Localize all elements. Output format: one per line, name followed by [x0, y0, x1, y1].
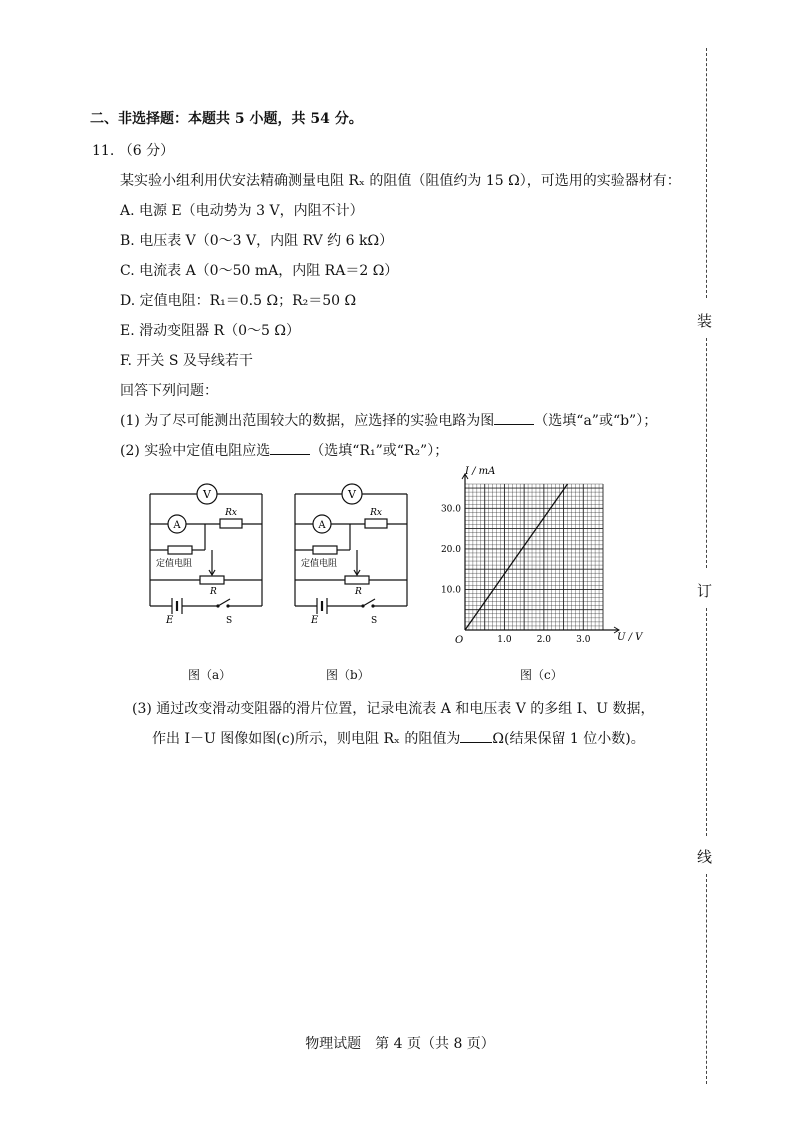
binding-margin-rule-1	[706, 48, 707, 298]
equipment-e: E. 滑动变阻器 R（0～5 Ω）	[120, 323, 300, 339]
graph-grid	[462, 474, 619, 633]
fig-a-ammeter-label: A	[173, 520, 181, 531]
answer-prompt: 回答下列问题：	[120, 383, 218, 399]
graph-y-axis-label: I / mA	[465, 466, 496, 477]
sub-question-3-line-1: (3) 通过改变滑动变阻器的滑片位置，记录电流表 A 和电压表 V 的多组 I、U 数据，	[132, 701, 655, 717]
x-tick-label: 1.0	[497, 635, 512, 645]
question-number-line	[92, 142, 174, 160]
fig-a-fixed-resistor-label: 定值电阻	[156, 559, 193, 569]
fig-b-rheostat-label: R	[355, 587, 362, 597]
q1-text: (1) 为了尽可能测出范围较大的数据，应选择的实验电路为图	[120, 413, 495, 429]
caption-figure-b: 图（b）	[326, 668, 370, 682]
q1-text-after: （选填“a”或“b”）；	[534, 413, 658, 429]
graph-origin-label: O	[455, 635, 464, 646]
fig-a-rheostat-label: R	[210, 587, 217, 597]
fig-b-rx-label: Rx	[370, 508, 382, 518]
fig-a-switch-label: S	[226, 616, 233, 626]
y-tick-label: 30.0	[440, 504, 461, 515]
fig-a-voltmeter-label: V	[203, 488, 211, 501]
equipment-f: F. 开关 S 及导线若干	[120, 353, 253, 369]
question-number: 11.	[92, 143, 115, 159]
fig-b-switch-label: S	[371, 616, 378, 626]
sub-question-2	[120, 442, 448, 460]
fig-b-source-label: E	[311, 615, 319, 626]
page-footer: 物理试题 第 4 页（共 8 页）	[305, 1036, 495, 1052]
q2-text: (2) 实验中定值电阻应选	[120, 443, 271, 459]
section-header: 二、非选择题：本题共 5 小题，共 54 分。	[90, 111, 363, 127]
margin-char-xian: 线	[697, 848, 713, 866]
margin-char-ding: 订	[697, 582, 713, 600]
q3-text-after: Ω(结果保留 1 位小数)。	[492, 731, 645, 747]
y-tick-label: 20.0	[440, 544, 461, 555]
binding-margin-rule-2	[706, 338, 707, 568]
equipment-c: C. 电流表 A（0～50 mA，内阻 RA＝2 Ω）	[120, 263, 399, 279]
graph-x-axis-label: U / V	[617, 632, 643, 643]
equipment-b: B. 电压表 V（0～3 V，内阻 RV 约 6 kΩ）	[120, 233, 394, 249]
fig-a-source-label: E	[166, 615, 174, 626]
binding-margin-rule-3	[706, 608, 707, 836]
fig-a-rx-label: Rx	[225, 508, 237, 518]
question-points: （6 分）	[118, 143, 175, 159]
circuit-diagram-b	[285, 482, 415, 632]
q2-answer-blank[interactable]	[270, 442, 310, 455]
equipment-a: A. 电源 E（电动势为 3 V，内阻不计）	[120, 203, 364, 219]
graph-ticks	[441, 504, 591, 645]
q3-answer-blank[interactable]	[460, 730, 492, 743]
x-tick-label: 3.0	[576, 635, 591, 645]
y-tick-label: 10.0	[440, 585, 461, 596]
sub-question-3-line-2	[152, 730, 645, 748]
q1-answer-blank[interactable]	[494, 412, 534, 425]
caption-figure-c: 图（c）	[520, 668, 563, 682]
sub-question-1	[120, 412, 657, 430]
fig-b-fixed-resistor-label: 定值电阻	[301, 559, 338, 569]
question-intro: 某实验小组利用伏安法精确测量电阻 Rₓ 的阻值（阻值约为 15 Ω），可选用的实验器材有：	[120, 173, 681, 189]
circuit-diagram-a	[140, 482, 270, 632]
iu-graph	[425, 460, 655, 650]
caption-figure-a: 图（a）	[188, 668, 232, 682]
margin-char-zhuang: 装	[697, 312, 713, 330]
q2-text-after: （选填“R₁”或“R₂”）；	[310, 443, 449, 459]
equipment-d: D. 定值电阻：R₁＝0.5 Ω；R₂＝50 Ω	[120, 293, 357, 309]
q3-text: 作出 I－U 图像如图(c)所示，则电阻 Rₓ 的阻值为	[152, 731, 461, 747]
fig-b-voltmeter-label: V	[348, 488, 356, 501]
x-tick-label: 2.0	[536, 635, 552, 645]
fig-b-ammeter-label: A	[318, 520, 326, 531]
